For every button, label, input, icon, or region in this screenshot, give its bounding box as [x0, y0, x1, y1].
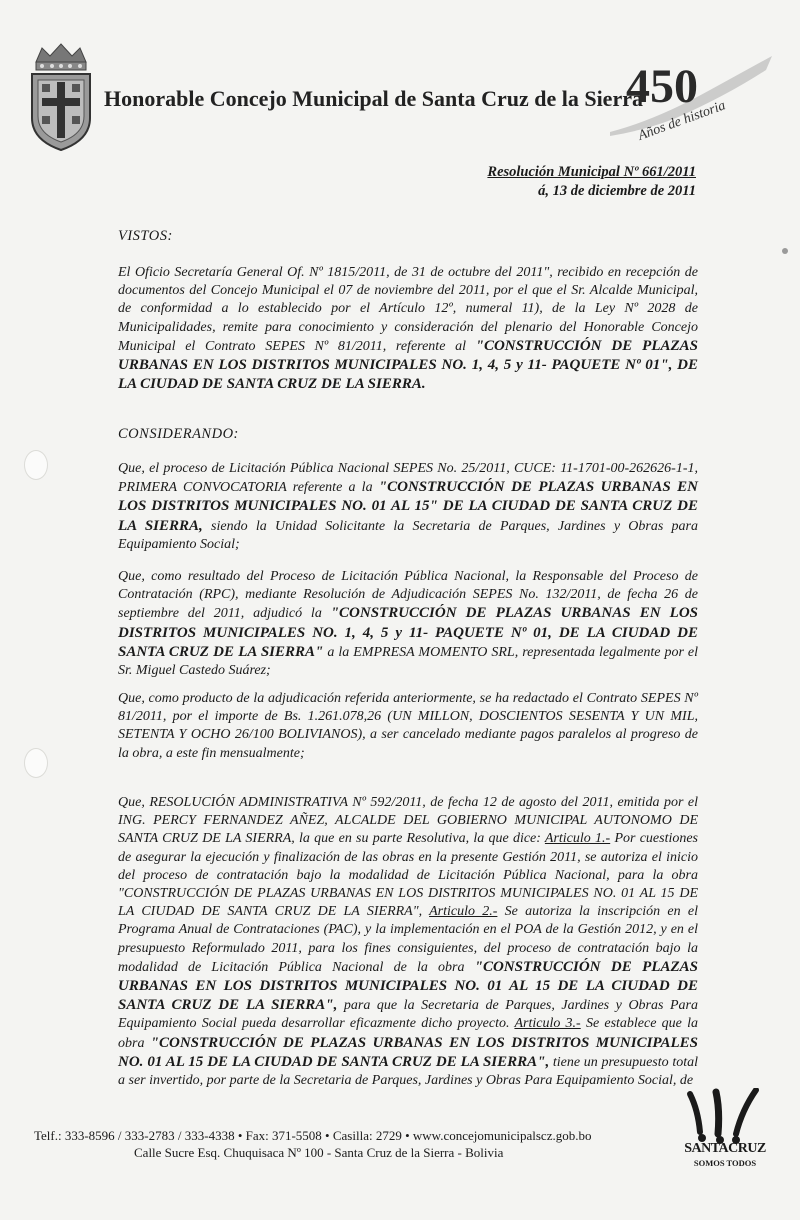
footer-contact: Telf.: 333-8596 / 333-2783 / 333-4338 • Fax: 371-5508 • Casilla: 2729 • www.concejomunicipalscz.gob.bo — [34, 1128, 592, 1143]
section-considerando: CONSIDERANDO: — [118, 426, 239, 442]
considerando-paragraph-3: Que, como producto de la adjudicación referida anteriormente, se ha redactado el Contrato SEPES Nº 81/2011, por el importe de Bs. 1.261.078,26 (UN MILLON, DOSCIENTOS SESENTA Y UN MIL, SETENTA Y OCHO 26/100 BOLIVIANOS), a ser cancelado mediante pagos paralelos al progreso de la obra, a este fin mensualmente; — [118, 691, 698, 761]
considerando-paragraph-4: Que, RESOLUCIÓN ADMINISTRATIVA Nº 592/2011, de fecha 12 de agosto del 2011, emitida por el ING. PERCY FERNANDEZ AÑEZ, ALCALDE DEL GOBIERNO MUNICIPAL AUTONOMO DE SANTA CRUZ DE LA SIERRA, la que en su parte Resolutiva, la que dice: Articulo 1.- Por cuestiones de asegurar la ejecución y finalización de las obras en la presente Gestión 2011, se autoriza el inicio del proceso de contratación bajo la modalidad de Licitación Pública Nacional, para la obra "CONSTRUCCIÓN DE PLAZAS URBANAS EN LOS DISTRITOS MUNICIPALES NO. 01 AL 15 DE LA CIUDAD DE SANTA CRUZ DE LA SIERRA", Articulo 2.- Se autoriza la inscripción en el Programa Anual de Contrataciones (PAC), y la implementación en el POA de la Gestión 2012, y en el presupuesto Reformulado 2011, para los fines consiguientes, del proceso de contratación bajo la modalidad de Licitación Pública Nacional de la obra "CONSTRUCCIÓN DE PLAZAS URBANAS EN LOS DISTRITOS MUNICIPALES NO. 01 AL 15 DE LA CIUDAD DE SANTA CRUZ DE LA SIERRA", para que la Secretaria de Parques, Jardines y Obras Para Equipamiento Social pueda desarrollar eficazmente dicho proyecto. Articulo 3.- Se establece que la obra "CONSTRUCCIÓN DE PLAZAS URBANAS EN LOS DISTRITOS MUNICIPALES NO. 01 AL 15 DE LA CIUDAD DE SANTA CRUZ DE LA SIERRA", tiene un presupuesto total a ser invertido, por parte de la Secretaria de Parques, Jardines y Obras Para Equipamiento Social, de — [118, 795, 699, 1089]
santa-cruz-logo-text: SANTACRUZ SOMOS TODOS — [684, 1141, 766, 1168]
scan-mark — [782, 248, 788, 254]
vistos-paragraph: El Oficio Secretaría General Of. Nº 1815/2011, de 31 de octubre del 2011", recibido en recepción de documentos del Concejo Municipal el 07 de noviembre del 2011, por el que el Sr. Alcalde Municipal, de conformidad a lo establecido por el Artículo 12º, numeral 11), de la Ley Nº 2028 de Municipalidades, remite para conocimiento y consideración del plenario del Honorable Concejo Municipal el Contrato SEPES Nº 81/2011, referente al "CONSTRUCCIÓN DE PLAZAS URBANAS EN LOS DISTRITOS MUNICIPALES NO. 1, 4, 5 y 11- PAQUETE Nº 01", DE LA CIUDAD DE SANTA CRUZ DE LA SIERRA. — [118, 265, 699, 393]
municipal-crest-icon — [28, 40, 94, 152]
binder-hole — [24, 450, 48, 480]
binder-hole — [24, 748, 48, 778]
footer-address: Calle Sucre Esq. Chuquisaca Nº 100 - Santa Cruz de la Sierra - Bolivia — [134, 1145, 504, 1160]
considerando-paragraph-1: Que, el proceso de Licitación Pública Nacional SEPES No. 25/2011, CUCE: 11-1701-00-262626-1-1, PRIMERA CONVOCATORIA referente a la "CONSTRUCCIÓN DE PLAZAS URBANAS EN LOS DISTRITOS MUNICIPALES NO. 01 AL 15" DE LA CIUDAD DE SANTA CRUZ DE LA SIERRA, siendo la Unidad Solicitante la Secretaria de Parques, Jardines y Obras para Equipamiento Social; — [118, 461, 698, 552]
resolution-date: á, 13 de diciembre de 2011 — [538, 183, 696, 199]
anniversary-caption: Años de historia — [636, 98, 728, 144]
anniversary-450-logo — [606, 40, 778, 144]
organization-name: Honorable Concejo Municipal de Santa Cruz de la Sierra — [104, 86, 643, 111]
section-vistos: VISTOS: — [118, 228, 173, 244]
resolution-number: Resolución Municipal Nº 661/2011 — [487, 164, 696, 180]
considerando-paragraph-2: Que, como resultado del Proceso de Licitación Pública Nacional, la Responsable del Proceso de Contratación (RPC), mediante Resolución de Adjudicación SEPES No. 132/2011, de fecha 26 de septiembre del 2011, adjudicó la "CONSTRUCCIÓN DE PLAZAS URBANAS EN LOS DISTRITOS MUNICIPALES NO. 1, 4, 5 y 11- PAQUETE Nº 01, DE LA CIUDAD DE SANTA CRUZ DE LA SIERRA" a la EMPRESA MOMENTO SRL, representada legalmente por el Sr. Miguel Castedo Suárez; — [118, 569, 699, 679]
anniversary-number: 450 — [626, 60, 698, 113]
